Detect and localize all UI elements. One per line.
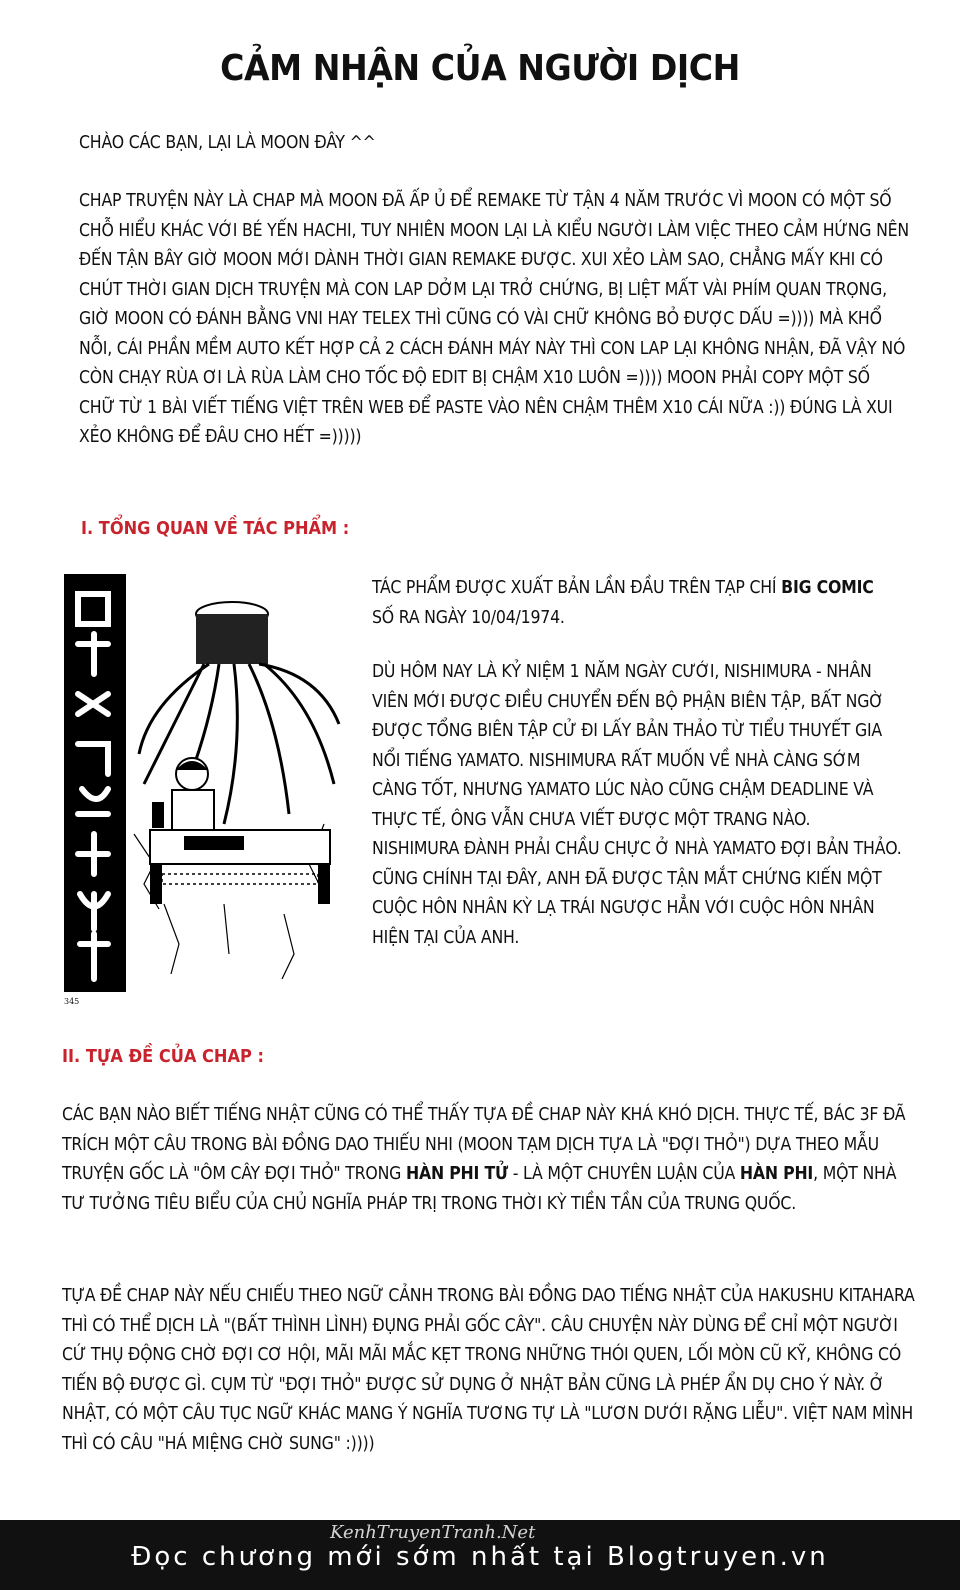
pub-suffix: SỐ RA NGÀY 10/04/1974. (372, 607, 565, 628)
p1-part-c: - LÀ MỘT CHUYÊN LUẬN CỦA (507, 1164, 740, 1184)
watermark-text: KenhTruyenTranh.Net (330, 1522, 536, 1543)
page-title: CẢM NHẬN CỦA NGƯỜI DỊCH (220, 48, 740, 89)
p1-part-e: , MỘT NHÀ TƯ TƯỞNG TIÊU BIỂU CỦA CHỦ NGHĨA PHÁP TRỊ TRONG THỜI KỲ TIỀN TẦN CỦA TRUNG QUỐC. (62, 1164, 897, 1214)
magazine-name: BIG COMIC (781, 578, 874, 598)
footer-text: Đọc chương mới sớm nhất tại Blogtruyen.vn (131, 1542, 829, 1572)
p1-part-a: CÁC BẠN NÀO BIẾT TIẾNG NHẬT CŨNG CÓ THỂ THẤY TỰA ĐỀ CHAP NÀY KHÁ KHÓ DỊCH. THỰC TẾ, BÁC 3F ĐÃ TRÍCH MỘT CÂU TRONG BÀI ĐỒNG DAO THIẾU NHI (MOON TẠM DỊCH TỰA LÀ "ĐỢI THỎ") DỰA THEO MẪU TRUYỆN GỐC LÀ "ÔM CÂY ĐỢI THỎ" TRONG (62, 1105, 906, 1184)
book-name: HÀN PHI TỬ (405, 1164, 508, 1184)
pub-prefix: TÁC PHẨM ĐƯỢC XUẤT BẢN LẦN ĐẦU TRÊN TẠP CHÍ (372, 578, 782, 598)
image-page-number: 345 (64, 997, 80, 1006)
publication-info (372, 574, 892, 633)
greeting-text: CHÀO CÁC BẠN, LẠI LÀ MOON ĐÂY ^^ (79, 133, 376, 153)
author-name: HÀN PHI (739, 1164, 814, 1184)
title-paragraph-2: TỰA ĐỀ CHAP NÀY NẾU CHIẾU THEO NGỮ CẢNH TRONG BÀI ĐỒNG DAO TIẾNG NHẬT CỦA HAKUSHU KITAHARA THÌ CÓ THỂ DỊCH LÀ "(BẤT THÌNH LÌNH) ĐỤNG PHẢI GỐC CÂY". CÂU CHUYỆN NÀY DÙNG ĐỂ CHỈ MỘT NGƯỜI CỨ THỤ ĐỘNG CHỜ ĐỢI CƠ HỘI, MÃI MÃI MẮC KẸT TRONG NHỮNG THÓI QUEN, LỐI MÒN CŨ KỸ, KHÔNG CÓ TIẾN BỘ ĐƯỢC GÌ. CỤM TỪ "ĐỢI THỎ" ĐƯỢC SỬ DỤNG Ở NHẬT BẢN CŨNG LÀ PHÉP ẨN DỤ CHO Ý NÀY. Ở NHẬT, CÓ MỘT CÂU TỤC NGỮ KHÁC MANG Ý NGHĨA TƯƠNG TỰ LÀ "LƯƠN DƯỚI RẶNG LIỄU". VIỆT NAM MÌNH THÌ CÓ CÂU "HÁ MIỆNG CHỜ SUNG" :)))) (62, 1286, 915, 1454)
footer-banner (0, 1520, 960, 1590)
title-paragraph-1 (62, 1101, 917, 1219)
section-heading-overview: I. TỔNG QUAN VỀ TÁC PHẨM : (81, 518, 350, 539)
intro-paragraph: CHAP TRUYỆN NÀY LÀ CHAP MÀ MOON ĐÃ ẤP Ủ ĐỂ REMAKE TỪ TẬN 4 NĂM TRƯỚC VÌ MOON CÓ MỘT SỐ CHỖ HIỂU KHÁC VỚI BÉ YẾN HACHI, TUY NHIÊN MOON LẠI LÀ KIỂU NGƯỜI LÀM VIỆC THEO CẢM HỨNG NÊN ĐẾN TẬN BÂY GIỜ MOON MỚI DÀNH THỜI GIAN REMAKE ĐƯỢC. XUI XẺO LÀM SAO, CHẲNG MẤY KHI CÓ CHÚT THỜI GIAN DỊCH TRUYỆN MÀ CON LAP DỞM LẠI TRỞ CHỨNG, BỊ LIỆT MẤT VÀI PHÍM QUAN TRỌNG, GIỜ MOON CÓ ĐÁNH BẰNG VNI HAY TELEX THÌ CŨNG CÓ VÀI CHỮ KHÔNG BỎ ĐƯỢC DẤU =)))) MÀ KHỔ NỖI, CÁI PHẦN MỀM AUTO KẾT HỢP CẢ 2 CÁCH ĐÁNH MÁY NÀY THÌ CON LAP LẠI KHÔNG NHẬN, ĐÃ VẬY NÓ CÒN CHẠY RÙA ƠI LÀ RÙA LÀM CHO TỐC ĐỘ EDIT BỊ CHẬM X10 LUÔN =)))) MOON PHẢI COPY MỘT SỐ CHỮ TỪ 1 BÀI VIẾT TIẾNG VIỆT TRÊN WEB ĐỂ PASTE VÀO NÊN CHẬM THÊM X10 CÁI NỮA :)) ĐÚNG LÀ XUI XẺO KHÔNG ĐỂ ĐÂU CHO HẾT =))))) (79, 191, 910, 447)
story-summary: DÙ HÔM NAY LÀ KỶ NIỆM 1 NĂM NGÀY CƯỚI, NISHIMURA - NHÂN VIÊN MỚI ĐƯỢC ĐIỀU CHUYỂN ĐẾN BỘ PHẬN BIÊN TẬP, BẤT NGỜ ĐƯỢC TỔNG BIÊN TẬP CỬ ĐI LẤY BẢN THẢO TỪ TIỂU THUYẾT GIA NỔI TIẾNG YAMATO. NISHIMURA RẤT MUỐN VỀ NHÀ CÀNG SỚM CÀNG TỐT, NHƯNG YAMATO LÚC NÀO CŨNG CHẬM DEADLINE VÀ THỰC TẾ, ÔNG VẪN CHƯA VIẾT ĐƯỢC MỘT TRANG NÀO. NISHIMURA ĐÀNH PHẢI CHẦU CHỰC Ở NHÀ YAMATO ĐỢI BẢN THẢO. CŨNG CHÍNH TẠI ĐÂY, ANH ĐÃ ĐƯỢC TẬN MẮT CHỨNG KIẾN MỘT CUỘC HÔN NHÂN KỲ LẠ TRÁI NGƯỢC HẲN VỚI CUỘC HÔN NHÂN HIỆN TẠI CỦA ANH. (372, 662, 902, 948)
section-heading-title: II. TỰA ĐỀ CỦA CHAP : (62, 1046, 264, 1067)
manga-cover-image (64, 574, 356, 992)
